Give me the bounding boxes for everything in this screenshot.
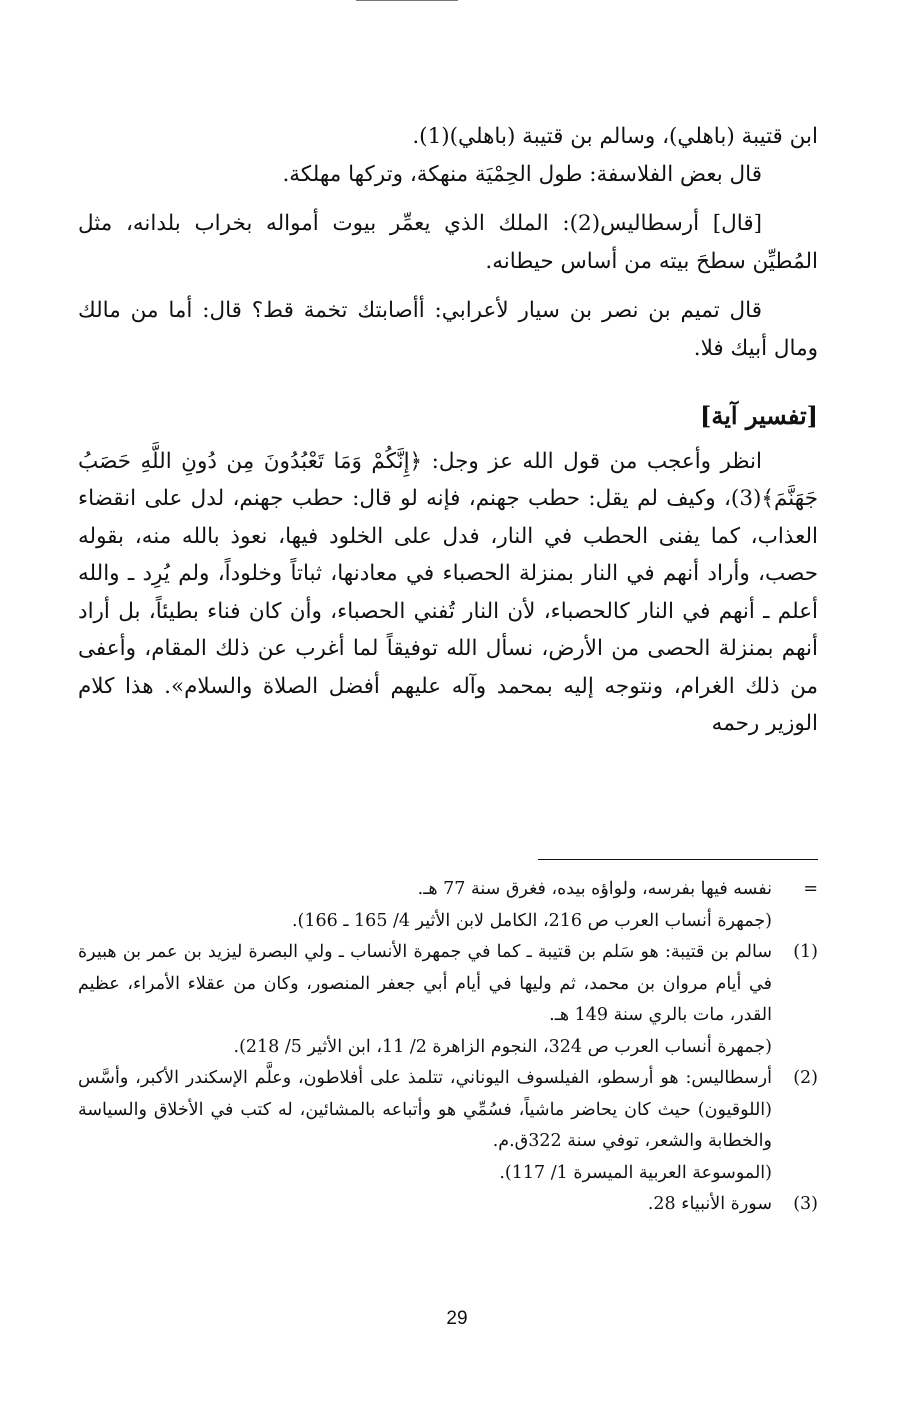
page-number: 29 (446, 1308, 468, 1329)
footnote-mark: (2) (793, 1068, 818, 1088)
footnote-mark: (3) (793, 1194, 818, 1214)
footnote-line: أرسطاليس: هو أرسطو، الفيلسوف اليوناني، تتلمذ على أفلاطون، وعلَّم الإسكندر الأكبر، وأسَّس (اللوقيون) حيث كان يحاضر ماشياً، فسُمِّي هو وأتباعه بالمشائين، له كتب في الأخلاق والسياسة والخطابة والشعر، توفي سنة 322ق.م. (78, 1068, 772, 1151)
main-text (78, 118, 818, 743)
footnote-source: (جمهرة أنساب العرب ص 216، الكامل لابن الأثير 4/ 165 ـ 166). (291, 910, 772, 931)
tafsir-paragraph: انظر وأعجب من قول الله عز وجل: ﴿إِنَّكُمْ وَمَا تَعْبُدُونَ مِن دُونِ اللَّهِ حَصَبُ جَهَنَّمَ﴾(3)، وكيف لم يقل: حطب جهنم، فإنه لو قال: حطب جهنم، لدل على انقضاء العذاب، كما يفنى الحطب في النار، فدل على الخلود فيها، نعوذ بالله منه، بقوله حصب، وأراد أنهم في النار بمنزلة الحصباء في معادنها، ثباتاً وخلوداً، ولم يُرِد ـ والله أعلم ـ أنهم في النار كالحصباء، لأن النار تُفني الحصباء، وأن كان فناء بطيئاً، بل أراد أنهم بمنزلة الحصى من الأرض، نسأل الله توفيقاً لما أغرب عن ذلك المقام، وأعفى من ذلك الغرام، ونتوجه إليه بمحمد وآله عليهم أفضل الصلاة والسلام». هذا كلام الوزير رحمه (78, 448, 818, 736)
footnote-line: سورة الأنبياء 28. (647, 1194, 772, 1214)
paragraph-4: قال تميم بن نصر بن سيار لأعرابي: أأصابتك تخمة قط؟ قال: أما من مالك ومال أبيك فلا. (78, 298, 818, 361)
footnote-mark: = (803, 879, 818, 899)
footnote-line: سالم بن قتيبة: هو سَلم بن قتيبة ـ كما في جمهرة الأنساب ـ ولي البصرة ليزيد بن عمر بن هبيرة في أيام مروان بن محمد، ثم وليها في أيام أبي جعفر المنصور، وكان من عقلاء الأمراء، عظيم القدر، مات بالري سنة 149 هـ. (78, 942, 772, 1025)
section-heading: [تفسير آية] (700, 401, 818, 430)
footnote-separator (538, 859, 818, 860)
paragraph-3: [قال] أرسطاليس(2): الملك الذي يعمِّر بيوت أمواله بخراب بلدانه، مثل المُطيِّن سطحَ بيته من أساس حيطانه. (78, 211, 818, 274)
footnote-1 (78, 937, 818, 1063)
paragraph-1: ابن قتيبة (باهلي)، وسالم بن قتيبة (باهلي)(1). (412, 124, 818, 149)
footnote-source: (جمهرة أنساب العرب ص 324، النجوم الزاهرة 2/ 11، ابن الأثير 5/ 218). (233, 1036, 772, 1057)
footnote-line: نفسه فيها بفرسه، ولواؤه بيده، فغرق سنة 77 هـ. (417, 879, 772, 899)
footnote-continued (78, 874, 818, 937)
footnote-source: (الموسوعة العربية الميسرة 1/ 117). (499, 1162, 772, 1183)
footnote-2 (78, 1063, 818, 1189)
paragraph-2: قال بعض الفلاسفة: طول الحِمْيَة منهكة، وتركها مهلكة. (282, 161, 762, 187)
footnotes (78, 874, 818, 1221)
top-rule (356, 0, 458, 1)
footnote-3 (78, 1189, 818, 1221)
footnote-mark: (1) (793, 942, 818, 962)
